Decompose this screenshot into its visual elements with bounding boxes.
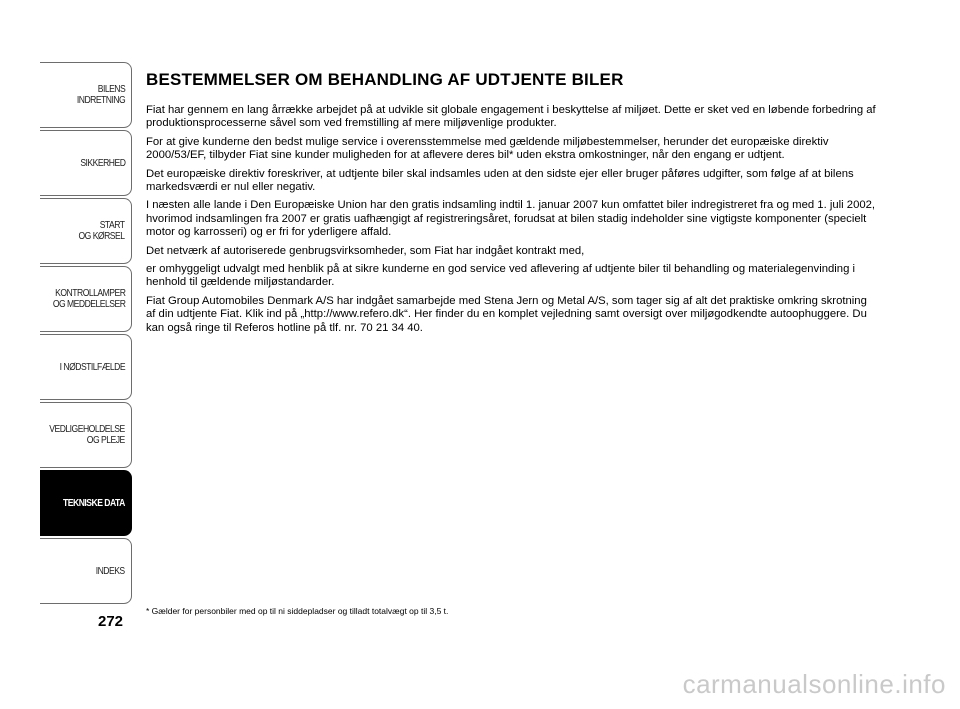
paragraph: For at give kunderne den bedst mulige service i overensstemmelse med gældende miljøbestemmelser, herunder det europæiske direktiv 2000/53/EF, tilbyder Fiat sine kunder muligheden for at aflevere deres bil* uden ekstra omkostninger, når den engang er udtjent. — [146, 135, 829, 162]
tab-label: INDEKS — [96, 565, 125, 577]
tab-kontrollamper[interactable] — [40, 266, 132, 332]
watermark: carmanualsonline.info — [682, 669, 946, 699]
paragraph: Det europæiske direktiv foreskriver, at udtjente biler skal indsamles uden at den sidste ejer eller bruger påføres udgifter, som følge af at bilens markedsværdi er nul eller negativ. — [146, 167, 854, 194]
tab-indeks[interactable] — [40, 538, 132, 604]
tab-label: BILENS INDRETNING — [76, 84, 125, 106]
tab-sikkerhed[interactable] — [40, 130, 132, 196]
footnote: * Gælder for personbiler med op til ni siddepladser og tilladt totalvægt op til 3,5 t. — [146, 606, 449, 616]
paragraph: Fiat har gennem en lang årrække arbejdet på at udvikle sit globale engagement i beskyttelse af miljøet. Dette er sket ved en løbende forbedring af produktionsprocesserne såvel som ved fremstilling af mere miljøvenlige produkter. — [146, 104, 876, 130]
tab-tekniske-data[interactable] — [40, 470, 132, 536]
tab-i-nodstilfaelde[interactable] — [40, 334, 132, 400]
page-number: 272 — [98, 613, 124, 630]
tab-label: VEDLIGEHOLDELSE OG PLEJE — [49, 424, 125, 446]
tab-start-og-korsel[interactable] — [40, 198, 132, 264]
paragraph: I næsten alle lande i Den Europæiske Union har den gratis indsamling indtil 1. januar 2007 kun omfattet biler indregistreret fra og med 1. juli 2002, hvorimod indsamlingen fra 2007 er gratis uafhængigt af registreringsåret, forudsat at bilen stadig indeholder sine vigtigste komponenter (specielt motor og karrosseri) og er fri for yderligere affald. — [146, 199, 876, 239]
paragraph: er omhyggeligt udvalgt med henblik på at sikre kunderne en god service ved aflevering af udtjente biler til behandling og materialegenvinding i henhold til gældende miljøstandarder. — [146, 263, 856, 289]
document-body — [146, 70, 876, 340]
tab-label: KONTROLLAMPER OG MEDDELELSER — [52, 288, 125, 310]
tab-label: SIKKERHED — [79, 157, 125, 169]
paragraph: Det netværk af autoriserede genbrugsvirksomheder, som Fiat har indgået kontrakt med, — [146, 244, 585, 257]
tab-label: START OG KØRSEL — [78, 220, 125, 242]
tab-bilens-indretning[interactable] — [40, 62, 132, 128]
paragraph: Fiat Group Automobiles Denmark A/S har indgået samarbejde med Stena Jern og Metal A/S, som tager sig af alt det praktiske omkring skrotning af din udtjente Fiat. Klik ind på „http://www.refero.dk“. Her finder du en komplet vejledning samt oversigt over miljøgodkendte autoophuggere. Du kan også ringe til Referos hotline på tlf. nr. 70 21 34 40. — [146, 294, 867, 334]
tab-label: TEKNISKE DATA — [63, 497, 125, 509]
page-title: BESTEMMELSER OM BEHANDLING AF UDTJENTE BILER — [146, 70, 624, 89]
tab-vedligeholdelse[interactable] — [40, 402, 132, 468]
tab-label: I NØDSTILFÆLDE — [59, 361, 125, 373]
